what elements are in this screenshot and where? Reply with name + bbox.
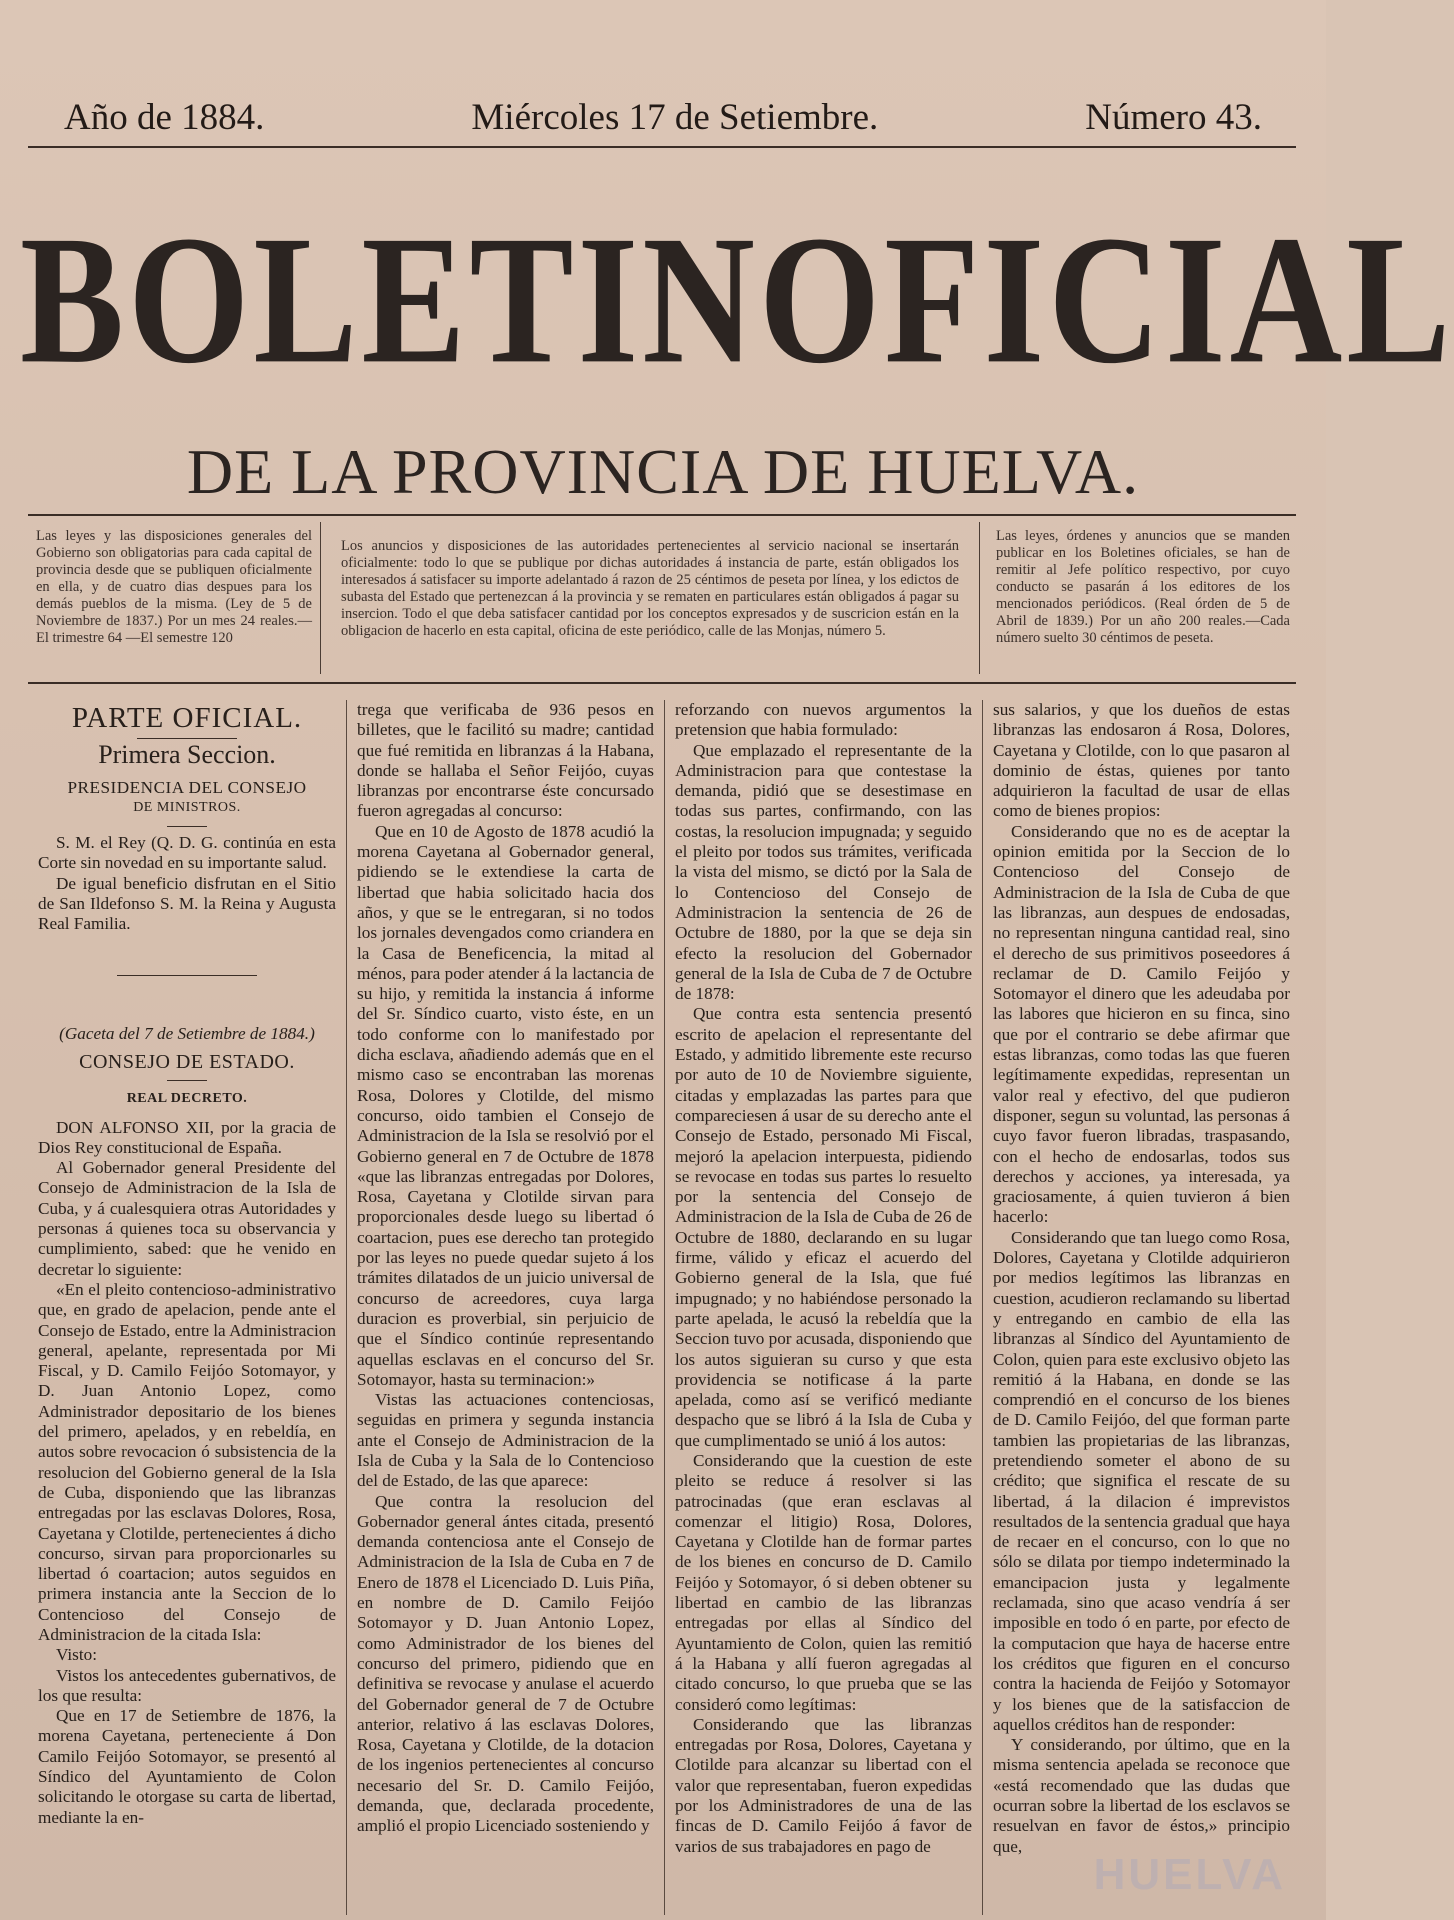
paragraph: Y considerando, por último, que en la misma sentencia apelada se reconoce que «está recomendado que las dudas que ocurran sobre la libertad de los esclavos se resuelvan en favor de éstos,» principio que, — [993, 1735, 1290, 1856]
notice-laws: Las leyes y las disposiciones generales del Gobierno son obligatorias para cada capital de provincia desde que se publiquen oficialmente en ella, y de cuatro dias despues para los demás pueblos de la misma. (Ley de 5 de Noviembre de 1837.) Por un mes 24 reales.—El trimestre 64 —El semestre 120 — [36, 528, 312, 646]
subtitle-rule — [28, 514, 1296, 516]
paragraph: De igual beneficio disfrutan en el Sitio de San Ildefonso S. M. la Reina y Augusta Real Familia. — [38, 873, 336, 934]
paragraph: Que contra esta sentencia presentó escrito de apelacion el representante del Estado, y admitido libremente este recurso por auto de 10 de Noviembre siguiente, citadas y emplazadas las partes para que compareciesen á usar de su derecho ante el Consejo de Estado, personado Mi Fiscal, mejoró la apelacion interpuesta, pidiendo se revocase en todas sus partes lo resuelto por la sentencia del Consejo de Administracion de la Isla de Cuba de 26 de Octubre de 1880, declarando en su lugar firme, válido y eficaz el acuerdo del Gobierno general de la Isla, que fué impugnado; y no habiéndose personado la parte apelada, le acusó la rebeldía que la Seccion tuvo por acusada, disponiendo que los autos siguieran su curso y que esta providencia se notificase á la parte apelada, como así se verificó mediante despacho que se libró á la Isla de Cuba y que cumplimentado se unió á los autos: — [675, 1004, 972, 1450]
issue-date: Miércoles 17 de Setiembre. — [471, 97, 879, 138]
ministros-heading: DE MINISTROS. — [133, 799, 241, 815]
issue-number: Número 43. — [1085, 97, 1262, 138]
paragraph: «En el pleito contencioso-administrativo que, en grado de apelacion, pende ante el Consejo de Estado, entre la Administracion general, apelante, representada por Mi Fiscal, y D. Camilo Feijóo Sotomayor, y D. Juan Antonio Lopez, como Administrador depositario de los bienes del primero, apelados, y en rebeldía, en autos sobre revocacion ó subsistencia de la resolucion del Gobierno general de la Isla de Cuba, disponiendo que las libranzas entregadas por las esclavas Dolores, Rosa, Cayetana y Clotilde, pertenecientes á dicho concurso, sirvan para proporcionarles su libertad ó coartacion; autos seguidos en primera instancia ante la Seccion de lo Contencioso del Consejo de Administracion de la citada Isla: — [38, 1279, 336, 1644]
divider — [167, 1080, 207, 1081]
masthead-left-word: BOLETIN — [20, 197, 759, 402]
paragraph: Que en 10 de Agosto de 1878 acudió la morena Cayetana al Gobernador general, pidiendo se le extendiese la carta de libertad que habia solicitado hacia dos años, y que se le entregaran, si no todos los jornales devengados como criandera en la Casa de Beneficencia, la mitad al ménos, para poder atender á la lactancia de su hijo, y remitida la instancia á informe del Sr. Síndico cuarto, visto éste, en un todo conforme con lo manifestado por dicha esclava, añadiendo además que en el mismo caso se encontraban las morenas Rosa, Dolores y Clotilde, del mismo concurso, oido tambien el Consejo de Administracion de la Isla se resolvió por el Gobierno general en 7 de Octubre de 1878 «que las libranzas entregadas por Dolores, Rosa, Cayetana y Clotilde sirvan para proporcionales desde luego su libertad ó coartacion, pues ese derecho tan protegido por las leyes no puede quedar sujeto á los trámites dilatados de un juicio universal de concurso de acreedores, cuya larga duracion es proverbial, sin perjuicio de que el Síndico continúe representando aquellas esclavas en el concurso del Sr. Sotomayor, hasta su terminacion:» — [357, 821, 654, 1389]
paragraph: Vistos los antecedentes gubernativos, de los que resulta: — [38, 1665, 336, 1705]
paragraph: Considerando que las libranzas entregadas por Rosa, Dolores, Cayetana y Clotilde para alcanzar su libertad con el valor que representaban, fueron expedidas por los Administradores de una de las fincas de D. Camilo Feijóo á favor de varios de sus trabajadores en pago de — [675, 1714, 972, 1856]
paragraph: trega que verificaba de 936 pesos en billetes, que le facilitó su madre; cantidad que fué remitida en libranzas á la Habana, donde se hallaba el Señor Feijóo, cuyas libranzas por encontrarse éste concursado fueron agregadas al concurso: — [357, 700, 654, 821]
paragraph: Visto: — [56, 1645, 97, 1665]
header-rule — [28, 146, 1296, 148]
notices-rule — [28, 682, 1296, 684]
masthead-right-word: OFICIAL — [758, 197, 1454, 402]
paragraph: sus salarios, y que los dueños de estas libranzas las endosaron á Rosa, Dolores, Cayetana y Clotilde, con lo que pasaron al dominio de éstas, quienes por tanto adquirieron la facultad de usar de ellas como de bienes propios: — [993, 700, 1290, 821]
paragraph: Que contra la resolucion del Gobernador general ántes citada, presentó demanda contenciosa ante el Consejo de Administracion de la Isla de Cuba en 7 de Enero de 1878 el Licenciado D. Luis Piña, en nombre de D. Camilo Feijóo Sotomayor y D. Juan Antonio Lopez, como Administrador de los bienes del concurso del primero, pidiendo que en definitiva se revocase y anulase el acuerdo del Gobernador general de 7 de Octubre anterior, relativo á las esclavas Dolores, Rosa, Cayetana y Clotilde, de la dotacion de los ingenios pertenecientes al concurso necesario del Sr. D. Camilo Feijóo, demanda, que, declarada procedente, amplió el propio Licenciado sosteniendo y — [357, 1491, 654, 1836]
paragraph: reforzando con nuevos argumentos la pretension que habia formulado: — [675, 700, 972, 740]
body-columns — [28, 700, 1300, 1915]
column-2 — [346, 700, 664, 1915]
paragraph: Vistas las actuaciones contenciosas, seguidas en primera y segunda instancia ante el Consejo de Administracion de la Isla de Cuba y la Sala de lo Contencioso del de Estado, de las que aparece: — [357, 1390, 654, 1491]
paragraph: Que en 17 de Setiembre de 1876, la morena Cayetana, perteneciente á Don Camilo Feijóo Sotomayor, se presentó al Síndico del Ayuntamiento de Colon solicitando le otorgase su carta de libertad, mediante la en- — [38, 1706, 336, 1827]
paragraph: S. M. el Rey (Q. D. G. continúa en esta Corte sin novedad en su importante salud. — [38, 833, 336, 873]
column-4 — [982, 700, 1300, 1915]
notice-announcements: Los anuncios y disposiciones de las autoridades pertenecientes al servicio nacional se insertarán oficialmente: todo lo que se publique por dichas autoridades á instancia de parte, están obligados los interesados á satisfacer su importe adelantado á razon de 25 céntimos de peseta por línea, y los edictos de subasta del Estado que pertenezcan á la provincia y se rematen en particulares están obligados á pagar su insercion. Todo el que deba satisfacer cantidad por los conceptos expresados y de suscricion están en la obligacion de hacerlo en esta capital, oficina de este periódico, calle de las Monjas, número 5. — [320, 522, 980, 674]
gaceta-citation: (Gaceta del 7 de Setiembre de 1884.) — [59, 1023, 315, 1043]
column-1 — [28, 700, 346, 1915]
notice-subscription: Las leyes, órdenes y anuncios que se manden publicar en los Boletines oficiales, se han de remitir al Jefe político respectivo, por cuyo conducto se pasarán á los editores de los mencionados periódicos. (Real órden de 5 de Abril de 1839.) Por un año 200 reales.—Cada número suelto 30 céntimos de peseta. — [996, 528, 1290, 646]
divider — [167, 826, 207, 827]
paragraph: Que emplazado el representante de la Administracion para que contestase la demanda, pidió que se desestimase en todas sus partes, confirmando, con las costas, la resolucion impugnada; y seguido el pleito por todos sus trámites, verificada la vista del mismo, se dictó por la Sala de lo Contencioso del Consejo de Administracion la sentencia de 26 de Octubre de 1880, por la que se deja sin efecto la resolucion del Gobernador general de la Isla de Cuba de 7 de Octubre de 1878: — [675, 740, 972, 1004]
paragraph: DON ALFONSO XII, por la gracia de Dios Rey constitucional de España. — [38, 1117, 336, 1157]
decreto-heading: REAL DECRETO. — [126, 1091, 248, 1107]
paragraph: Al Gobernador general Presidente del Consejo de Administracion de la Isla de Cuba, y á cualesquiera otras Autoridades y personas á quienes toca su observancia y cumplimiento, sabed: que he venido en decretar lo siguiente: — [38, 1158, 336, 1279]
header-line — [50, 96, 1276, 139]
parte-oficial-heading: PARTE OFICIAL. — [71, 702, 303, 734]
library-watermark: HUELVA — [1093, 1850, 1286, 1899]
paragraph: Considerando que no es de aceptar la opinion emitida por la Seccion de lo Contencioso del Consejo de Administracion de la Isla de Cuba de que las libranzas, aun despues de endosadas, no representan ninguna cantidad real, sino el derecho de sus primitivos poseedores á reclamar de D. Camilo Feijóo y Sotomayor el dinero que les adeudaba por las labores que hicieron en su finca, sino que por el contrario se debe afirmar que estas libranzas, como todas las que fueren legítimamente expedidas, representan un valor real y efectivo, del que pudieron disponer, segun su voluntad, las personas á cuyo favor fueron libradas, traspasando, con el hecho de endosarlas, todos sus derechos y acciones, ya interesada, ya graciosamente, á quien tuvieron á bien hacerlo: — [993, 821, 1290, 1227]
issue-year: Año de 1884. — [64, 97, 265, 138]
paragraph: Considerando que la cuestion de este pleito se reduce á resolver si las patrocinadas (que eran esclavas al comenzar el litigio) Rosa, Dolores, Cayetana y Clotilde han de formar partes de los bienes en concurso de D. Camilo Feijóo y Sotomayor, ó si deben obtener su libertad en cambio de las libranzas entregadas por ellas al Síndico del Ayuntamiento de Colon, quien las remitió á la Habana y allí fueron agregadas al citado concurso, lo que prueba que se las consideró como legítimas: — [675, 1450, 972, 1714]
paragraph: Considerando que tan luego como Rosa, Dolores, Cayetana y Clotilde adquirieron por medios legítimos las libranzas en cuestion, acudieron reclamando su libertad y entregando en cambio de ella las libranzas al Síndico del Ayuntamiento de Colon, quien para este exclusivo objeto las remitió á la Habana, en donde se las comprendió en el concurso de los bienes de D. Camilo Feijóo, del que forman parte tambien las propietarias de las libranzas, pretendiendo someter el abono de su crédito; que significa el rescate de su libertad, á la dilacion é imprevistos resultados de la sentencia gradual que haya de recaer en el concurso, con lo que no sólo se dilata por tiempo indeterminado la emancipacion justa y legalmente reclamada, sino que acaso vendría á ser imposible en todo ó en parte, por efecto de la computacion que haya de hacerse entre los créditos que figuren en el concurso contra la hacienda de Feijóo y Sotomayor y los bienes que de la satisfaccion de aquellos créditos han de responder: — [993, 1227, 1290, 1734]
column-3 — [664, 700, 982, 1915]
masthead-subtitle: DE LA PROVINCIA DE HUELVA. — [186, 436, 1140, 507]
masthead — [20, 197, 1454, 402]
presidencia-heading: PRESIDENCIA DEL CONSEJO — [67, 777, 307, 797]
divider — [117, 975, 257, 976]
consejo-heading: CONSEJO DE ESTADO. — [79, 1050, 295, 1073]
divider — [137, 738, 237, 739]
notices — [30, 522, 1296, 674]
primera-seccion-heading: Primera Seccion. — [98, 740, 276, 770]
